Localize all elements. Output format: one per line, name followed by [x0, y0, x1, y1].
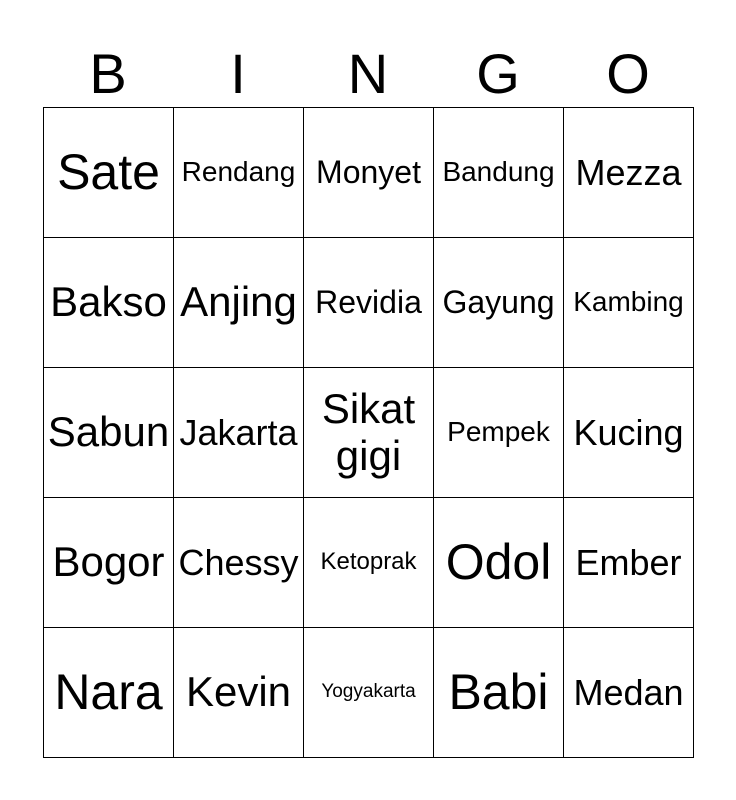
bingo-cell[interactable]: Bandung	[434, 108, 564, 238]
bingo-cell[interactable]: Sikat gigi	[304, 368, 434, 498]
bingo-cell[interactable]: Babi	[434, 628, 564, 758]
bingo-cell[interactable]: Rendang	[174, 108, 304, 238]
bingo-header	[43, 40, 693, 108]
bingo-cell[interactable]: Anjing	[174, 238, 304, 368]
bingo-cell[interactable]: Kevin	[174, 628, 304, 758]
header-letter-g: G	[476, 42, 520, 105]
bingo-cell[interactable]: Nara	[44, 628, 174, 758]
header-letter-i: I	[230, 42, 246, 105]
bingo-cell[interactable]: Mezza	[564, 108, 694, 238]
bingo-cell[interactable]: Yogyakarta	[304, 628, 434, 758]
bingo-cell[interactable]: Ketoprak	[304, 498, 434, 628]
bingo-cell[interactable]: Monyet	[304, 108, 434, 238]
bingo-cell[interactable]: Odol	[434, 498, 564, 628]
bingo-cell[interactable]: Kucing	[564, 368, 694, 498]
bingo-board	[43, 107, 694, 758]
bingo-cell[interactable]: Bakso	[44, 238, 174, 368]
header-letter-b: B	[89, 42, 127, 105]
bingo-cell[interactable]: Jakarta	[174, 368, 304, 498]
header-letter-o: O	[606, 42, 650, 105]
bingo-cell[interactable]: Bogor	[44, 498, 174, 628]
bingo-cell[interactable]: Gayung	[434, 238, 564, 368]
bingo-cell[interactable]: Medan	[564, 628, 694, 758]
bingo-cell[interactable]: Ember	[564, 498, 694, 628]
bingo-cell[interactable]: Sate	[44, 108, 174, 238]
header-letter-n: N	[347, 42, 389, 105]
bingo-cell[interactable]: Chessy	[174, 498, 304, 628]
bingo-cell[interactable]: Pempek	[434, 368, 564, 498]
bingo-cell[interactable]: Revidia	[304, 238, 434, 368]
bingo-cell[interactable]: Sabun	[44, 368, 174, 498]
bingo-cell[interactable]: Kambing	[564, 238, 694, 368]
